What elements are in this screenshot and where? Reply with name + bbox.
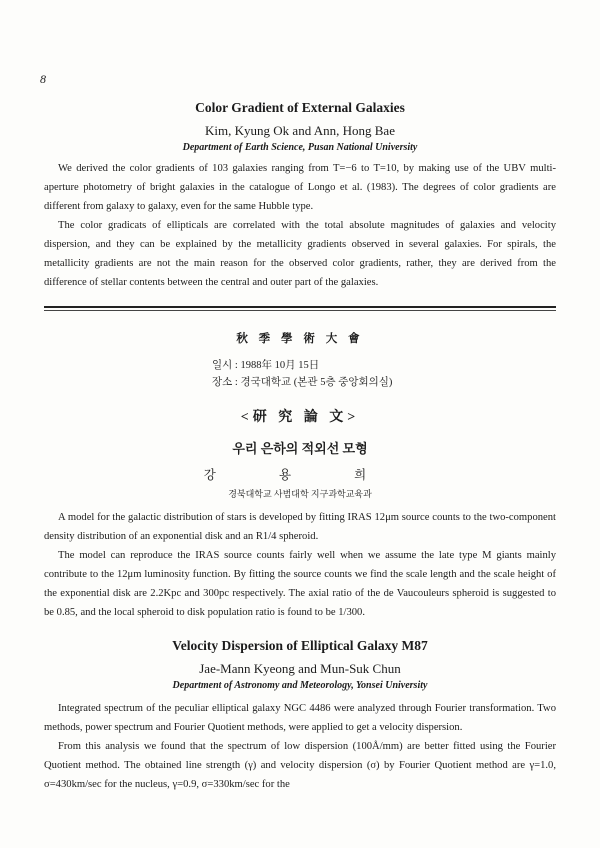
abstract-paragraph: The model can reproduce the IRAS source counts fairly well when we assume the late type M giants mainly contribute to the 12μm luminosity function. By fitting the source counts we find the scale length and the scale height of the exponential disk are 2.2Kpc and 300pc respectively. The axial ratio of the de Vaucouleurs spheroid is suggested to be 0.85, and the local spheroid to disk population ratio is found to be 1/300. [44,550,556,618]
abstract-paragraph: From this analysis we found that the spectrum of low dispersion (100Å/mm) are better fitted using the Fourier Quotient method. The obtained line strength (γ) and velocity dispersion (σ) by Fourier Quotient method are γ=1.0, σ=430km/sec for the nucleus, γ=0.9, σ=330km/sec for the [44,741,556,790]
article-title: Color Gradient of External Galaxies [195,100,405,115]
article-infrared-model [44,438,556,622]
article-color-gradient [44,100,556,292]
article-affiliation: 경북대학교 사범대학 지구과학교육과 [228,489,372,499]
article-affiliation: Department of Earth Science, Pusan National University [182,142,418,153]
article-title: 우리 은하의 적외선 모형 [232,441,368,456]
meeting-name: 秋 季 學 術 大 會 [236,333,364,345]
meeting-date: 일시 : 1988年 10月 15日 [212,360,320,371]
section-divider [44,306,556,308]
meeting-info [212,357,392,391]
article-authors: Kim, Kyung Ok and Ann, Hong Bae [205,123,395,138]
section-divider-thin [44,310,556,311]
article-author: 강 용 희 [203,468,397,482]
page-number: 8 [40,72,46,86]
article-authors: Jae-Mann Kyeong and Mun-Suk Chun [199,661,401,676]
article-affiliation: Department of Astronomy and Meteorology, Yonsei University [172,680,428,691]
abstract-paragraph: A model for the galactic distribution of stars is developed by fitting IRAS 12μm source counts to the two-component density distribution of an exponential disk and an R1/4 spheroid. [44,512,556,542]
meeting-header [44,330,556,346]
abstract-paragraph: The color gradicats of ellipticals are correlated with the total absolute magnitudes of galaxies and velocity dispersion, and they can be explained by the metallicity gradients observed in several galaxies. For spirals, the metallicity gradients are not the main reason for the observed color gradients, rather, they are derived from the difference of stellar contents between the central and outer part of the galaxies. [44,220,556,288]
section-heading-block [44,406,556,426]
abstract-paragraph: Integrated spectrum of the peculiar elliptical galaxy NGC 4486 were analyzed through Fourier transformation. Two methods, power spectrum and Fourier Quotient methods, were applied to get a velocity dispersion. [44,703,556,733]
article-velocity-dispersion [44,638,556,794]
meeting-place: 장소 : 경국대학교 (본관 5층 중앙회의실) [212,377,393,388]
section-heading: <研 究 論 文> [240,410,360,425]
abstract-paragraph: We derived the color gradients of 103 galaxies ranging from T=−6 to T=10, by making use of the UBV multi-aperture photometry of bright galaxies in the catalogue of Longo et al. (1983). The degrees of color gradients are different from galaxy to galaxy, even for the same Hubble type. [44,163,556,212]
article-title: Velocity Dispersion of Elliptical Galaxy M87 [172,638,428,653]
